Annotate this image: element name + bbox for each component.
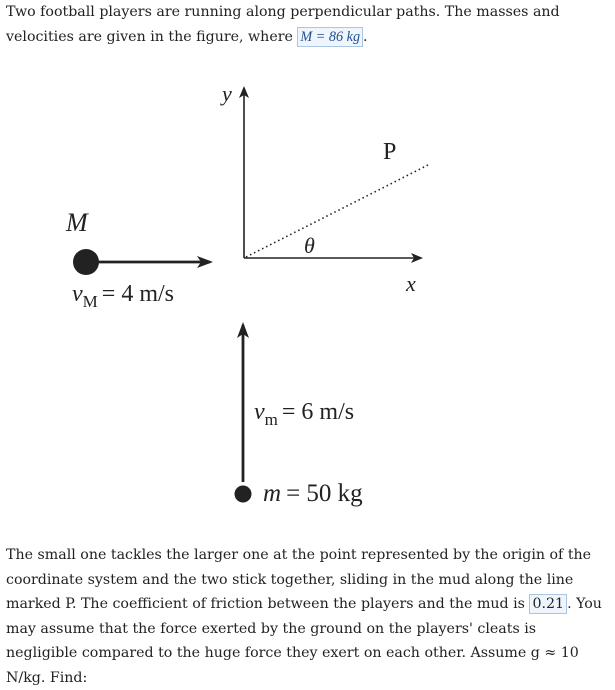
small-velocity-symbol: v	[254, 399, 265, 425]
big-velocity-label	[72, 281, 174, 311]
small-mass-symbol: m	[263, 480, 282, 507]
intro-period: .	[363, 28, 368, 45]
mass-M-unit: kg	[346, 28, 361, 45]
friction-coefficient-value: 0.21	[532, 596, 565, 612]
small-player-dot	[235, 486, 252, 503]
collision-figure	[0, 70, 615, 540]
problem-body	[6, 543, 606, 690]
small-velocity-subscript: m	[264, 410, 278, 429]
mass-M-number: 86	[328, 28, 344, 45]
small-mass-value: = 50 kg	[286, 480, 363, 507]
outro-text: The small one tackles the larger one at the point represented by the origin of the coordinate system and the two stick together, sliding in the mud along the line marked P. The coefficient of friction between the players and the mud is	[6, 547, 592, 612]
problem-intro	[6, 0, 606, 49]
small-mass-label	[263, 480, 363, 507]
y-axis-label: y	[222, 81, 232, 106]
mass-M-equals: =	[312, 28, 329, 45]
intro-text: Two football players are running along perpendicular paths. The masses and velocities are given in the figure, where	[6, 4, 560, 45]
mass-M-value-box[interactable]	[297, 27, 363, 47]
big-player-label: M	[66, 208, 88, 237]
outro-text-after: . You may assume that the force exerted by the ground on the players' cleats is negligible compared to the huge force they exert on each other. Assume g ≈ 10 N/kg. Find:	[6, 596, 602, 686]
big-velocity-value: = 4 m/s	[101, 281, 174, 307]
small-velocity-label	[254, 399, 354, 429]
x-axis-label: x	[406, 271, 416, 296]
big-player-dot	[73, 249, 99, 275]
mass-M-symbol: M	[300, 28, 313, 45]
big-velocity-symbol: v	[72, 281, 83, 307]
big-velocity-subscript: M	[82, 292, 98, 311]
line-P	[246, 165, 428, 257]
line-P-label: P	[383, 139, 397, 165]
angle-theta-label: θ	[304, 233, 315, 258]
friction-coefficient-box[interactable]	[529, 594, 567, 614]
small-velocity-value: = 6 m/s	[281, 399, 355, 425]
